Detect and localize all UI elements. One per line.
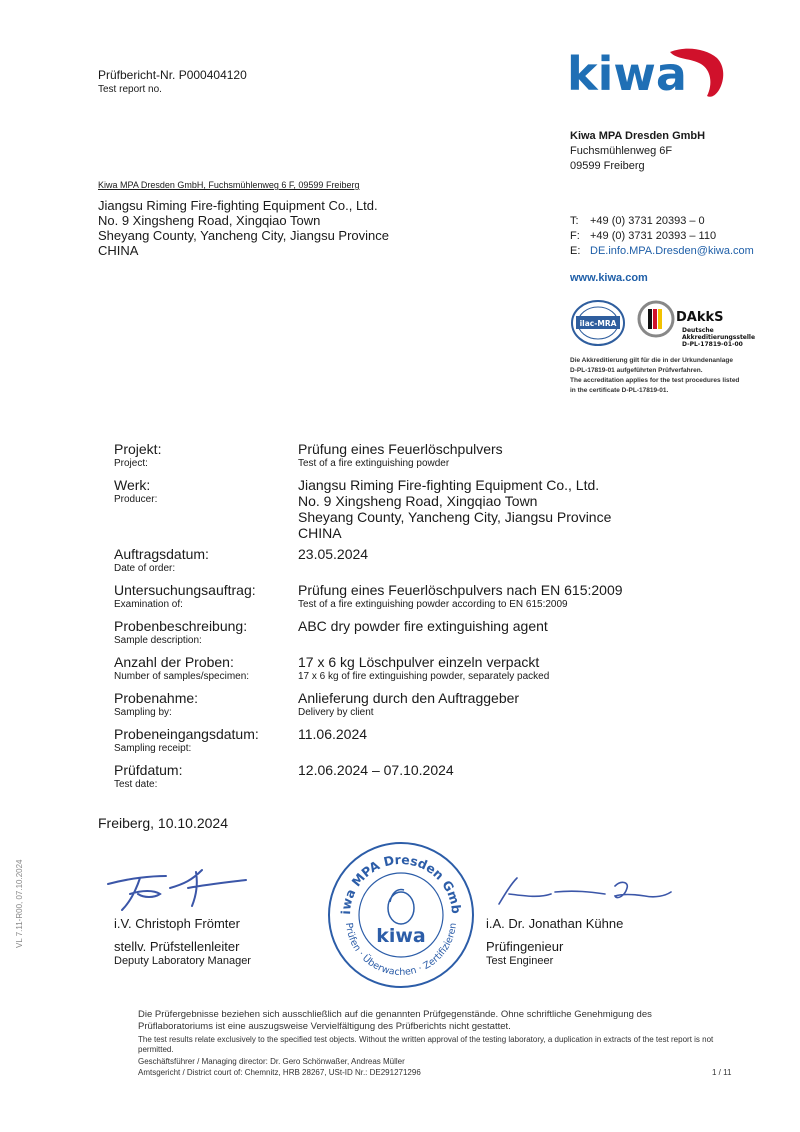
value-de: Anlieferung durch den Auftraggeber [298,690,520,706]
value-de: 11.06.2024 [298,726,368,742]
place-date: Freiberg, 10.10.2024 [98,815,228,831]
value-en: Test of a fire extinguishing powder [298,458,450,469]
page-number: 1 / 11 [712,1068,732,1077]
label-en: Examination of: [114,599,183,610]
footer-directors: Geschäftsführer / Managing director: Dr. Gero Schönwaßer, Andreas Müller [138,1057,405,1066]
signer-left-name: i.V. Christoph Frömter [114,916,240,931]
footer-court: Amtsgericht / District court of: Chemnitz, HRB 28267, USt-ID Nr.: DE291271296 [138,1068,421,1077]
footer-disclaimer-de: Die Prüfergebnisse beziehen sich ausschließlich auf die genannten Prüfgegenstände. Ohne schriftliche Genehmigung des Prüflaboratoriums ist eine auszugsweise Vervielfältigung des Prüfberichts nicht gestattet. [138,1009,652,1032]
value-de: Sheyang County, Yancheng City, Jiangsu Province [298,509,612,525]
company-street: Fuchsmühlenweg 6F [570,145,673,157]
label-de: Prüfdatum: [114,762,183,778]
signer-right-name: i.A. Dr. Jonathan Kühne [486,916,624,931]
accreditation-note-line: Die Akkreditierung gilt für die in der Urkundenanlage [570,357,734,364]
value-de: Jiangsu Riming Fire-fighting Equipment Co., Ltd. [298,477,600,493]
value-en: Test of a fire extinguishing powder according to EN 615:2009 [298,599,568,610]
signature-left-image [100,858,250,918]
dakks-title: DAkkS [676,310,724,325]
accreditation-note-line: The accreditation applies for the test procedures listed [570,377,740,384]
ilac-label: ilac-MRA [579,319,617,328]
dakks-id: D-PL-17819-01-00 [682,341,743,348]
label-en: Number of samples/specimen: [114,671,250,682]
recipient-line: CHINA [98,243,139,258]
value-de: Prüfung eines Feuerlöschpulvers nach EN 615:2009 [298,582,623,598]
email-label: E: [570,245,581,257]
label-en: Test date: [114,779,158,790]
kiwa-logo-text: kiwa [567,47,687,101]
recipient-address [98,198,389,258]
value-de: 23.05.2024 [298,546,369,562]
company-fax [570,230,716,242]
company-city: 09599 Freiberg [570,160,645,172]
value-de: ABC dry powder fire extinguishing agent [298,618,548,634]
label-de: Auftragsdatum: [114,546,209,562]
dakks-sub1: Deutsche [682,327,714,334]
sender-line: Kiwa MPA Dresden GmbH, Fuchsmühlenweg 6 F, 09599 Freiberg [98,180,360,190]
fax-value: +49 (0) 3731 20393 – 110 [590,230,717,242]
ilac-mra-logo [566,295,630,351]
value-de: 12.06.2024 – 07.10.2024 [298,762,454,778]
label-de: Untersuchungsauftrag: [114,582,256,598]
value-de: No. 9 Xingsheng Road, Xingqiao Town [298,493,538,509]
label-de: Projekt: [114,441,162,457]
signer-right-role-en: Test Engineer [486,955,554,967]
phone-value: +49 (0) 3731 20393 – 0 [590,215,705,227]
accreditation-note [570,356,739,396]
signer-right-role: Prüfingenieur [486,939,564,954]
signature-right-image [495,870,675,915]
value-de: Prüfung eines Feuerlöschpulvers [298,441,503,457]
label-de: Anzahl der Proben: [114,654,234,670]
accreditation-note-line: in the certificate D-PL-17819-01. [570,387,669,394]
recipient-line: Sheyang County, Yancheng City, Jiangsu Province [98,228,389,243]
value-de: CHINA [298,525,342,541]
label-de: Probeneingangsdatum: [114,726,259,742]
footer-disclaimer-en: The test results relate exclusively to the specified test objects. Without the written approval of the testing laboratory, a duplication in extracts of the test report is not permitted. [138,1035,714,1054]
kiwa-stamp [326,840,476,990]
stamp-bottom-text: Prüfen · Überwachen · Zertifizieren [343,922,459,979]
kiwa-logo [565,44,730,106]
stamp-center-text: kiwa [376,925,426,947]
label-en: Date of order: [114,563,176,574]
label-de: Probenahme: [114,690,199,706]
dakks-logo [636,295,756,351]
signer-left-role: stellv. Prüfstellenleiter [114,939,240,954]
recipient-line: No. 9 Xingsheng Road, Xingqiao Town [98,213,321,228]
recipient-line: Jiangsu Riming Fire-fighting Equipment Co., Ltd. [98,198,378,213]
company-email [570,245,754,257]
label-en: Sampling by: [114,707,172,718]
label-en: Project: [114,458,148,469]
accreditation-note-line: D-PL-17819-01 aufgeführten Prüfverfahren. [570,367,703,374]
signer-left-role-en: Deputy Laboratory Manager [114,955,251,967]
value-de: 17 x 6 kg Löschpulver einzeln verpackt [298,654,540,670]
phone-label: T: [570,215,579,227]
company-name: Kiwa MPA Dresden GmbH [570,130,706,142]
dakks-sub2: Akkreditierungsstelle [682,334,756,341]
value-en: 17 x 6 kg of fire extinguishing powder, separately packed [298,671,550,682]
document-version: VL 7.11-R00, 07.10.2024 [15,859,24,948]
fax-label: F: [570,230,580,242]
company-phone [570,215,705,227]
label-de: Werk: [114,477,151,493]
report-number-en: Test report no. [98,84,162,95]
label-de: Probenbeschreibung: [114,618,248,634]
stamp-top-text: iwa MPA Dresden Gmb [337,851,465,915]
label-en: Sampling receipt: [114,743,192,754]
value-en: Delivery by client [298,707,374,718]
label-en: Sample description: [114,635,202,646]
report-number: Prüfbericht-Nr. P000404120 [98,68,247,82]
email-link[interactable]: DE.info.MPA.Dresden@kiwa.com [590,245,754,257]
website-link[interactable]: www.kiwa.com [570,272,648,284]
label-en: Producer: [114,494,158,505]
svg-text:Kiwa MPA Dresden GmbH [326,840,464,915]
